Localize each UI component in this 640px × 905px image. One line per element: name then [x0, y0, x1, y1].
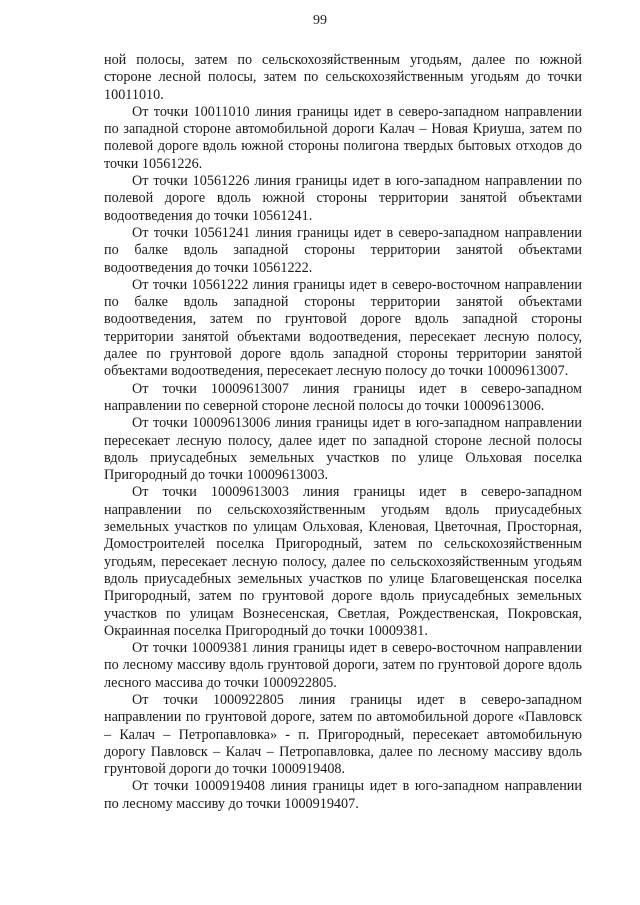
paragraph-point-10561241: От точки 10561241 линия границы идет в северо-западном направлении по балке вдоль западной стороны территории занятой объектами водоотведения до точки 10561222. [104, 224, 582, 276]
paragraph-point-1000919408: От точки 1000919408 линия границы идет в юго-западном направлении по лесному массиву до точки 1000919407. [104, 778, 582, 812]
paragraph-point-1000922805: От точки 1000922805 линия границы идет в северо-западном направлении по грунтовой дороге, затем по автомобильной дороге «Павловск – Калач – Петропавловка» - п. Пригородный, пересекает автомобильную дорогу Павловск – Калач – Петропавловка, далее по лесному массиву вдоль грунтовой дороги до точки 1000919408. [104, 691, 582, 778]
document-body [104, 52, 582, 813]
paragraph-point-10009613006: От точки 10009613006 линия границы идет в юго-западном направлении пересекает лесную полосу, далее идет по западной стороне лесной полосы вдоль приусадебных земельных участков по улице Ольховая поселка Пригородный до точки 10009613003. [104, 415, 582, 484]
paragraph-point-10009613003: От точки 10009613003 линия границы идет в северо-западном направлении по сельскохозяйственным угодьям вдоль приусадебных земельных участков по улицам Ольховая, Кленовая, Цветочная, Просторная, Домостроителей поселка Пригородный, затем по сельскохозяйственным угодьям, пересекает лесную полосу, далее по сельскохозяйственным угодьям вдоль приусадебных земельных участков по улице Благовещенская поселка Пригородный, затем по грунтовой дороге вдоль приусадебных земельных участков по улицам Вознесенская, Светлая, Рождественская, Покровская, Окраинная поселка Пригородный до точки 10009381. [104, 484, 582, 639]
paragraph-point-10561226: От точки 10561226 линия границы идет в юго-западном направлении по полевой дороге вдоль южной стороны территории занятой объектами водоотведения до точки 10561241. [104, 173, 582, 224]
paragraph-point-10561222: От точки 10561222 линия границы идет в северо-восточном направлении по балке вдоль западной стороны территории занятой объектами водоотведения, затем по грунтовой дороге вдоль западной стороны территории занятой объектами водоотведения, пересекает лесную полосу, далее по грунтовой дороге вдоль западной стороны территории занятой объектами водоотведения, пересекает лесную полосу до точки 10009613007. [104, 276, 582, 380]
paragraph-continuation: ной полосы, затем по сельскохозяйственным угодьям, далее по южной стороне лесной полосы, затем по сельскохозяйственным угодьям до точки 10011010. [104, 52, 582, 103]
paragraph-point-10009613007: От точки 10009613007 линия границы идет в северо-западном направлении по северной стороне лесной полосы до точки 10009613006. [104, 380, 582, 414]
paragraph-point-10011010: От точки 10011010 линия границы идет в северо-западном направлении по западной стороне автомобильной дороги Калач – Новая Криуша, затем по полевой дороге вдоль южной стороны полигона твердых бытовых отходов до точки 10561226. [104, 103, 582, 172]
paragraph-point-10009381: От точки 10009381 линия границы идет в северо-восточном направлении по лесному массиву вдоль грунтовой дороги, затем по грунтовой дороге вдоль лесного массива до точки 1000922805. [104, 640, 582, 691]
page-number: 99 [313, 13, 327, 28]
